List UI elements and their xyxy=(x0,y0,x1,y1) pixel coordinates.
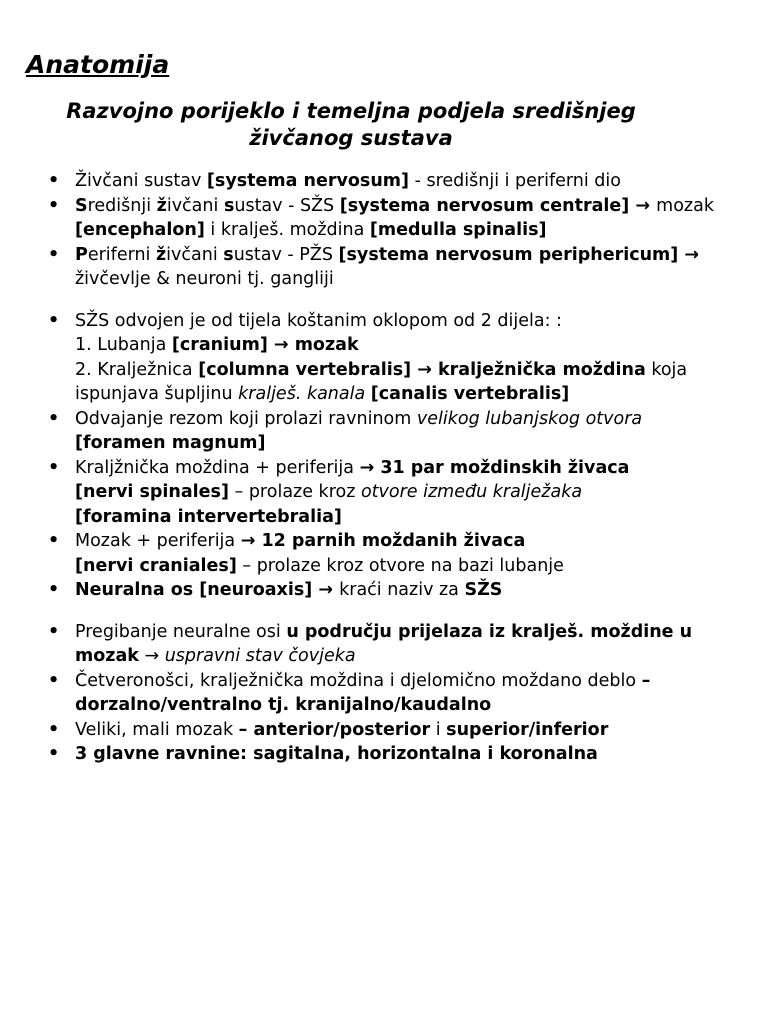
bullet-group-2 xyxy=(48,309,728,603)
text: velikog lubanjskog otvora xyxy=(416,408,643,429)
text: ivčani xyxy=(166,244,224,265)
arrow: → xyxy=(629,195,657,216)
latin-term: [canalis vertebralis] xyxy=(370,384,570,404)
bullet-group-1 xyxy=(48,169,728,292)
text: otvore između kralježaka xyxy=(360,482,583,502)
list-item xyxy=(48,742,728,767)
list-item xyxy=(48,309,728,407)
text: → 31 par moždinskih živaca xyxy=(359,457,630,478)
latin-term: [encephalon] xyxy=(75,220,205,240)
text: ustav - SŽS xyxy=(234,195,340,216)
text: Neuralna os [neuroaxis] xyxy=(75,580,313,600)
text: s xyxy=(223,195,235,216)
section-subtitle xyxy=(20,98,682,152)
latin-term: [systema nervosum] xyxy=(206,171,410,191)
text: i xyxy=(430,719,447,740)
text: ivčani xyxy=(166,195,224,216)
list-item xyxy=(48,456,728,530)
text: – prolaze kroz otvore na bazi lubanje xyxy=(236,555,564,576)
text: 1. Lubanja xyxy=(75,335,172,355)
list-item xyxy=(48,529,728,578)
text: Četveronošci, kralježnička moždina i djelomično moždano deblo xyxy=(75,670,642,691)
list-item xyxy=(48,243,728,292)
text: superior/inferior xyxy=(446,719,609,740)
text: eriferni xyxy=(87,244,156,265)
list-item xyxy=(48,669,728,718)
list-item xyxy=(48,578,728,603)
arrow: → xyxy=(138,646,165,666)
list-item xyxy=(48,718,728,743)
list-item xyxy=(48,169,728,194)
text: kraći naziv za xyxy=(339,580,465,600)
subtitle-line-2: živčanog sustava xyxy=(249,126,453,150)
text: 3 glavne ravnine: sagitalna, horizontalna i koronalna xyxy=(75,744,598,764)
latin-term: [cranium] xyxy=(171,335,268,355)
text: 2. Kralježnica xyxy=(75,359,199,380)
text: – anterior/posterior xyxy=(238,719,431,740)
latin-term: [nervi spinales] xyxy=(75,482,229,502)
text: SŽS odvojen je od tijela koštanim oklopom od 2 dijela: : xyxy=(75,310,562,331)
latin-term: [medulla spinalis] xyxy=(369,220,547,240)
text: Živčani sustav xyxy=(75,171,207,191)
text: živčevlje & neuroni tj. gangliji xyxy=(75,269,334,289)
latin-term: [foramina intervertebralia] xyxy=(75,506,342,527)
page-title: Anatomija xyxy=(26,50,170,79)
text: s xyxy=(223,244,234,265)
arrow: → xyxy=(678,244,700,265)
arrow: → xyxy=(312,580,340,600)
text: – prolaze kroz xyxy=(228,482,361,502)
text: S xyxy=(75,195,88,216)
text: → mozak xyxy=(267,335,359,355)
text: redišnji xyxy=(87,195,157,216)
text: uspravni stav čovjeka xyxy=(164,646,356,666)
text: Kraljžnička moždina + periferija xyxy=(75,457,360,478)
text: ustav - PŽS xyxy=(233,244,339,265)
list-item xyxy=(48,194,728,243)
text: ž xyxy=(156,195,167,216)
latin-term: [systema nervosum centrale] xyxy=(339,195,630,216)
text: Mozak + periferija xyxy=(75,531,241,551)
latin-term: [systema nervosum periphericum] xyxy=(338,244,679,265)
text: ž xyxy=(155,244,167,265)
text: P xyxy=(75,244,88,265)
list-item xyxy=(48,620,728,669)
text: kralješ. kanala xyxy=(238,384,366,404)
bullet-group-3 xyxy=(48,620,728,767)
text: mozak xyxy=(656,195,714,216)
latin-term: [columna vertebralis] xyxy=(198,359,412,380)
text: Veliki, mali mozak xyxy=(75,719,239,740)
text: i kralješ. moždina xyxy=(204,220,370,240)
document-body xyxy=(48,169,728,767)
text: SŽS xyxy=(464,580,503,600)
list-item xyxy=(48,407,728,456)
latin-term: [nervi craniales] xyxy=(75,555,237,576)
text: – dorzalno/ventralno tj. kranijalno/kaudalno xyxy=(75,670,651,715)
text: koja ispunjava šupljinu xyxy=(75,359,688,404)
text: Odvajanje rezom koji prolazi ravninom xyxy=(75,408,417,429)
text: - središnji i periferni dio xyxy=(409,171,621,191)
text: → kralježnička moždina xyxy=(411,359,646,380)
subtitle-line-1: Razvojno porijeklo i temeljna podjela središnjeg xyxy=(66,99,636,123)
text: → 12 parnih moždanih živaca xyxy=(240,531,526,551)
latin-term: [foramen magnum] xyxy=(75,433,266,453)
text: u području prijelaza iz kralješ. moždine u mozak xyxy=(75,621,693,666)
text: Pregibanje neuralne osi xyxy=(75,621,287,642)
